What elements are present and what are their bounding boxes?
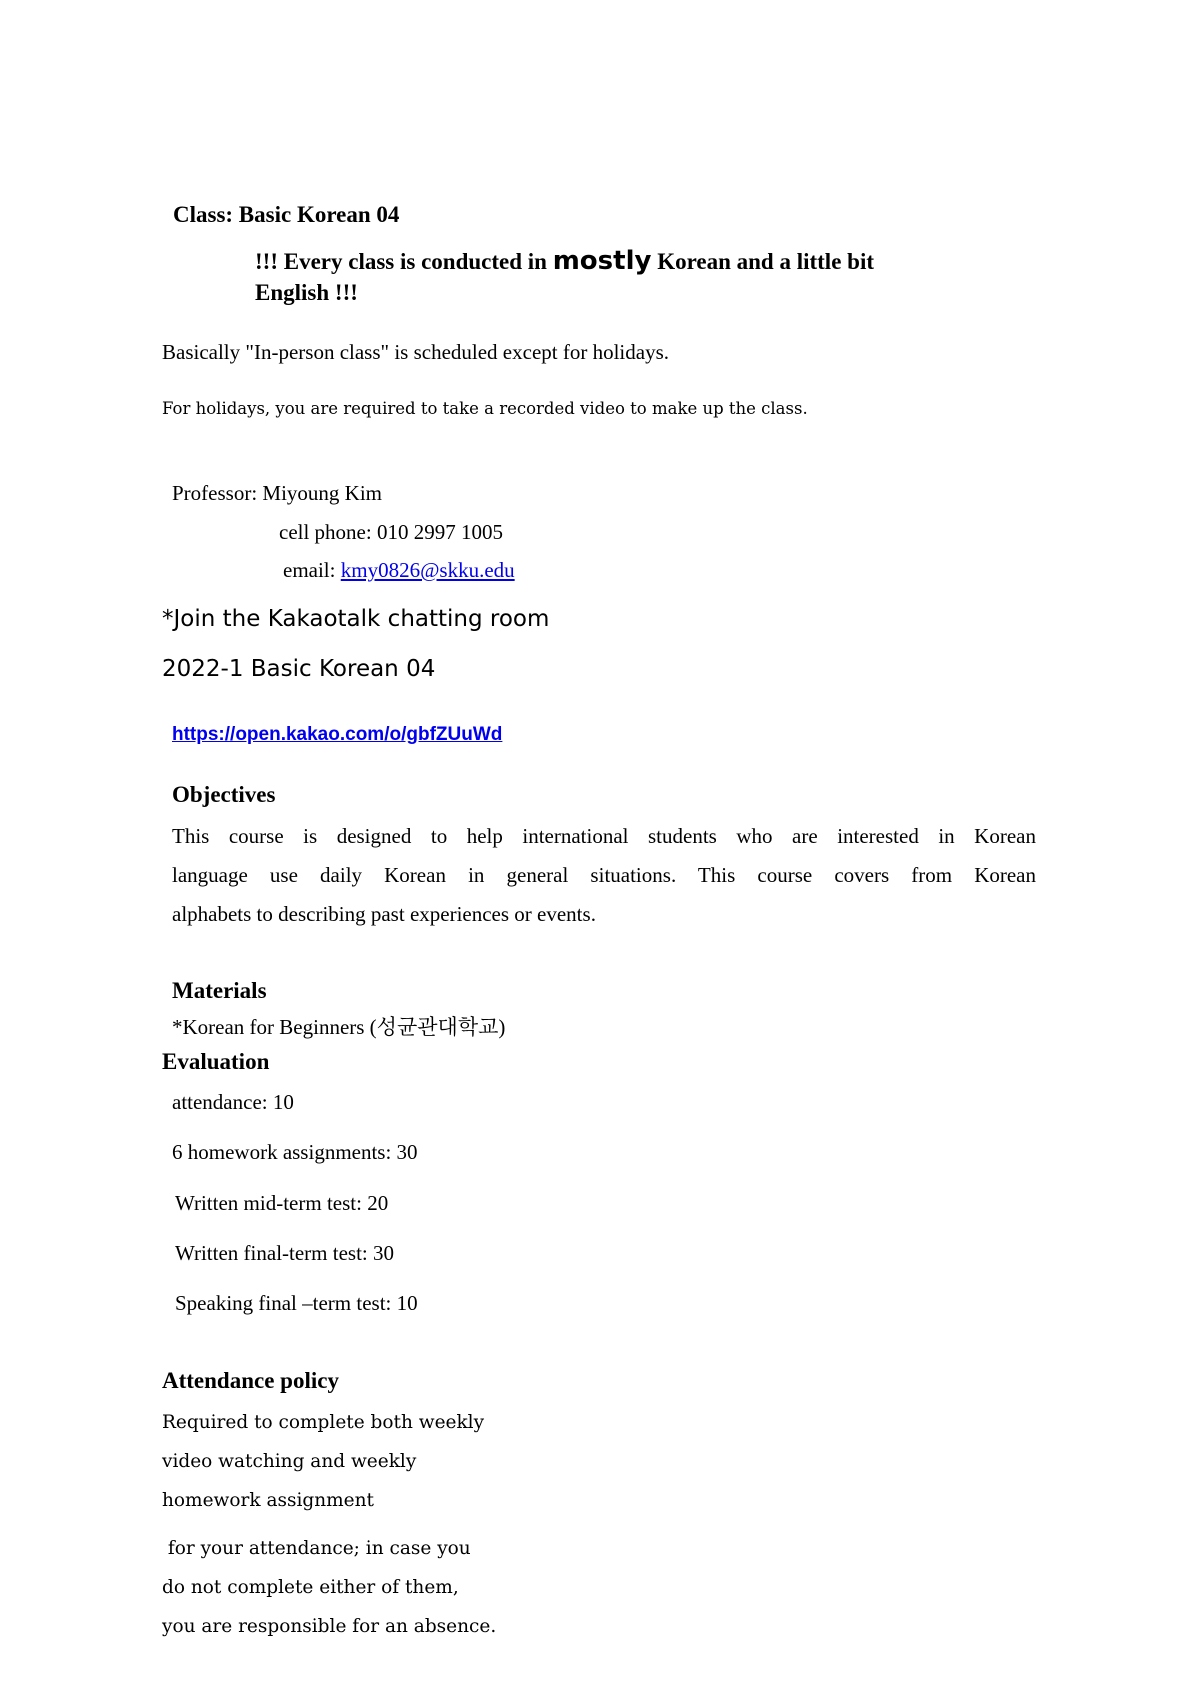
attendance-policy-line: you are responsible for an absence. <box>162 1616 497 1637</box>
evaluation-item: Speaking final –term test: 10 <box>175 1291 418 1315</box>
objectives-heading: Objectives <box>172 782 276 807</box>
objectives-line: language use daily Korean in general situations. This course covers from Korean <box>172 863 1036 887</box>
evaluation-item: Written mid-term test: 20 <box>175 1191 389 1215</box>
email-label: email: <box>283 558 341 582</box>
objectives-text <box>172 817 1036 934</box>
notice-emphasis: mostly <box>552 246 652 276</box>
attendance-policy-line: video watching and weekly <box>162 1451 417 1472</box>
professor-email-line <box>283 558 515 583</box>
professor-phone: cell phone: 010 2997 1005 <box>279 520 503 544</box>
in-person-note: Basically "In-person class" is scheduled except for holidays. <box>162 340 670 364</box>
notice-suffix: Korean and a little bit <box>651 249 874 274</box>
attendance-policy-line: Required to complete both weekly <box>162 1412 485 1433</box>
notice-prefix: !!! Every class is conducted in <box>255 249 553 274</box>
attendance-policy-heading: Attendance policy <box>162 1368 339 1393</box>
attendance-policy-line: homework assignment <box>162 1490 374 1511</box>
evaluation-item: attendance: 10 <box>172 1090 294 1114</box>
holidays-note: For holidays, you are required to take a recorded video to make up the class. <box>162 399 808 418</box>
objectives-line: alphabets to describing past experiences or events. <box>172 902 596 926</box>
materials-heading: Materials <box>172 978 267 1003</box>
email-link[interactable]: kmy0826@skku.edu <box>340 558 515 582</box>
attendance-policy-line: for your attendance; in case you <box>162 1538 471 1559</box>
evaluation-item: 6 homework assignments: 30 <box>172 1140 418 1164</box>
kakao-join-text: *Join the Kakaotalk chatting room <box>162 606 550 632</box>
evaluation-heading: Evaluation <box>162 1049 270 1074</box>
class-title: Class: Basic Korean 04 <box>173 202 400 227</box>
materials-item: *Korean for Beginners (성균관대학교) <box>172 1015 506 1039</box>
objectives-line: This course is designed to help international students who are interested in Korean <box>172 824 1036 848</box>
notice-line-1 <box>255 246 874 276</box>
attendance-policy-line: do not complete either of them, <box>162 1577 459 1598</box>
notice-line-2: English !!! <box>255 280 358 305</box>
professor-name: Professor: Miyoung Kim <box>172 481 382 505</box>
kakao-link-line <box>172 724 502 746</box>
kakao-room-name: 2022-1 Basic Korean 04 <box>162 656 436 682</box>
kakao-link[interactable]: https://open.kakao.com/o/gbfZUuWd <box>172 724 503 745</box>
evaluation-item: Written final-term test: 30 <box>175 1241 395 1265</box>
